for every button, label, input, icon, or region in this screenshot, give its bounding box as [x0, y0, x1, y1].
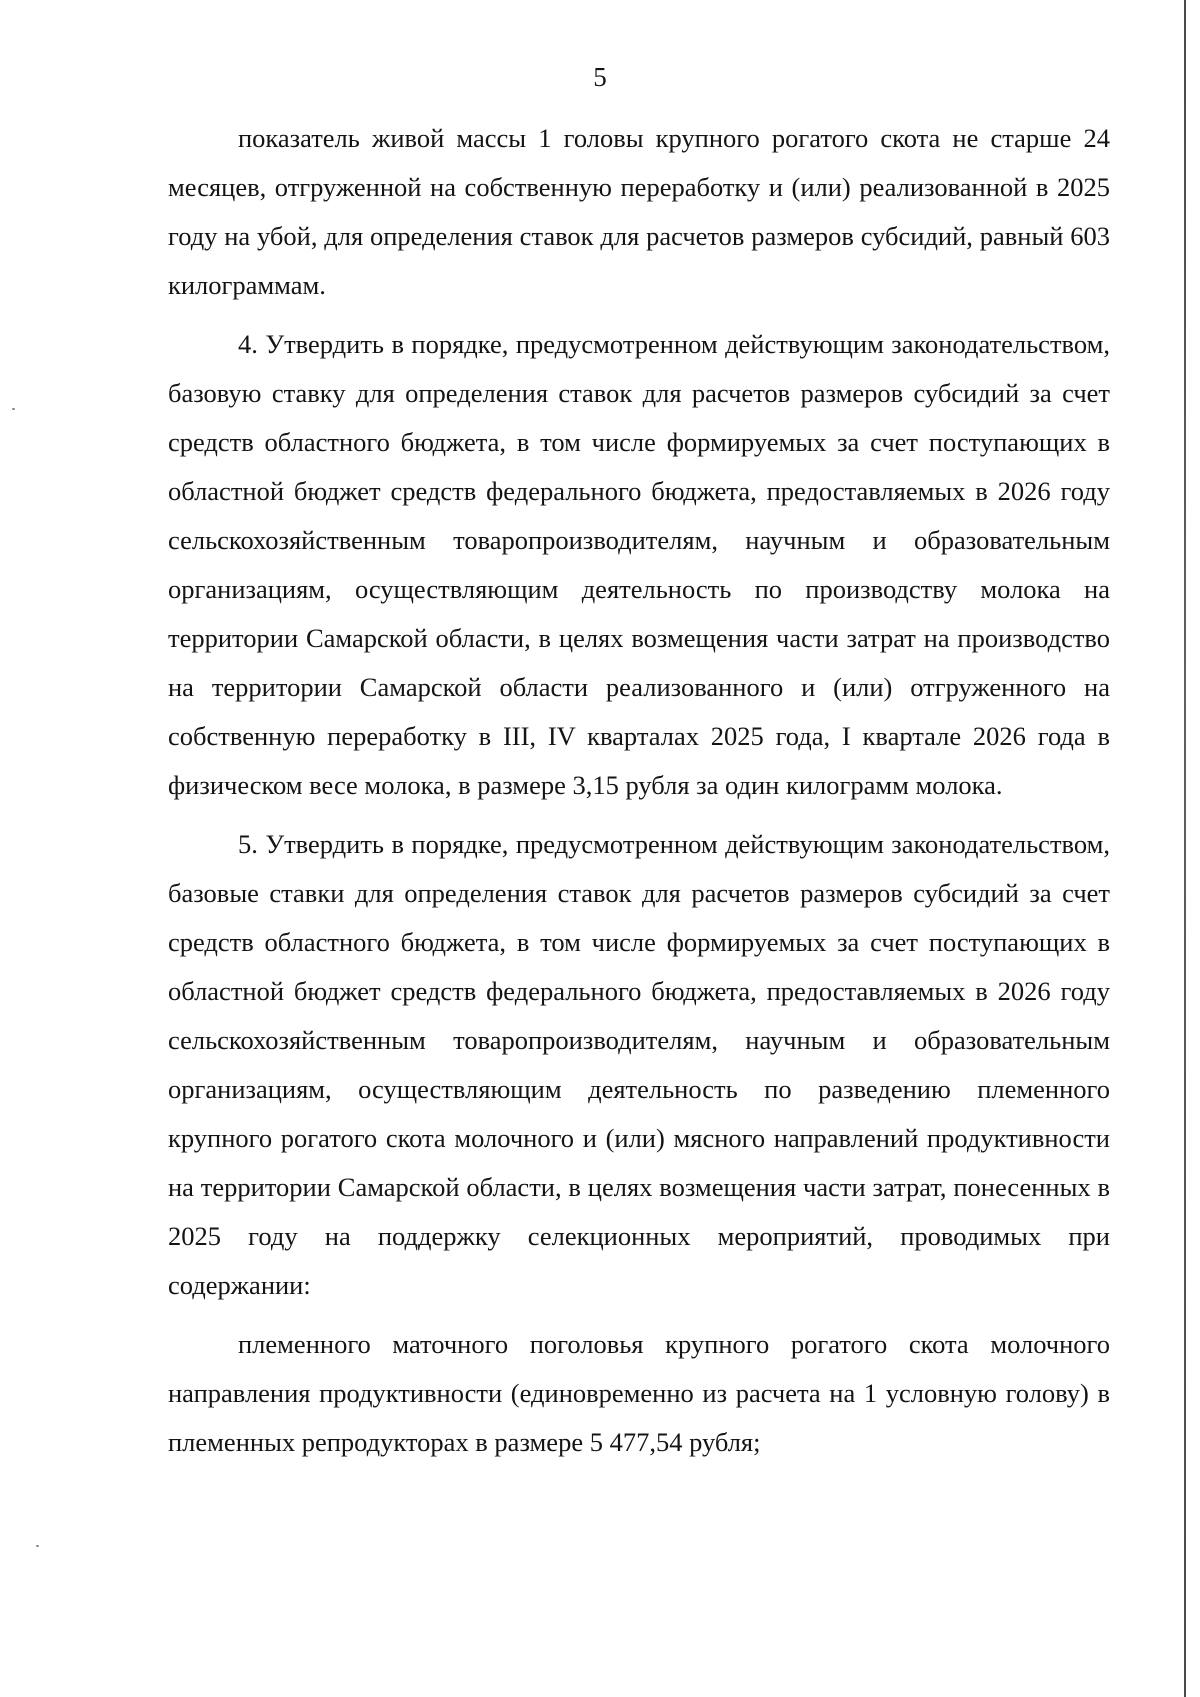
- page-number: 5: [593, 62, 607, 92]
- document-body: [168, 114, 1110, 1467]
- paragraph-breeding-stock: племенного маточного поголовья крупного рогатого скота молочного направления продуктивности (единовременно из расчета на 1 условную голову) в племенных репродукторах в размере 5 477,54 рубля;: [168, 1329, 1110, 1457]
- paragraph-item-4: 4. Утвердить в порядке, предусмотренном действующим законодательством, базовую ставку для определения ставок для расчетов размеров субсидий за счет средств областного бюджета, в том числе формируемых за счет поступающих в областной бюджет средств федерального бюджета, предоставляемых в 2026 году сельскохозяйственным товаропроизводителям, научным и образовательным организациям, осуществляющим деятельность по производству молока на территории Самарской области, в целях возмещения части затрат на производство на территории Самарской области реализованного и (или) отгруженного на собственную переработку в III, IV кварталах 2025 года, I квартале 2026 года в физическом весе молока, в размере 3,15 рубля за один килограмм молока.: [168, 329, 1110, 800]
- scan-speck: [12, 408, 15, 410]
- scan-speck: [36, 1545, 39, 1547]
- scan-edge-line: [1184, 0, 1186, 1697]
- paragraph-item-5: 5. Утвердить в порядке, предусмотренном действующим законодательством, базовые ставки для определения ставок для расчетов размеров субсидий за счет средств областного бюджета, в том числе формируемых за счет поступающих в областной бюджет средств федерального бюджета, предоставляемых в 2026 году сельскохозяйственным товаропроизводителям, научным и образовательным организациям, осуществляющим деятельность по разведению племенного крупного рогатого скота молочного и (или) мясного направлений продуктивности на территории Самарской области, в целях возмещения части затрат, понесенных в 2025 году на поддержку селекционных мероприятий, проводимых при содержании:: [168, 829, 1110, 1300]
- paragraph-live-weight: показатель живой массы 1 головы крупного рогатого скота не старше 24 месяцев, отгруженной на собственную переработку и (или) реализованной в 2025 году на убой, для определения ставок для расчетов размеров субсидий, равный 603 килограммам.: [168, 123, 1110, 300]
